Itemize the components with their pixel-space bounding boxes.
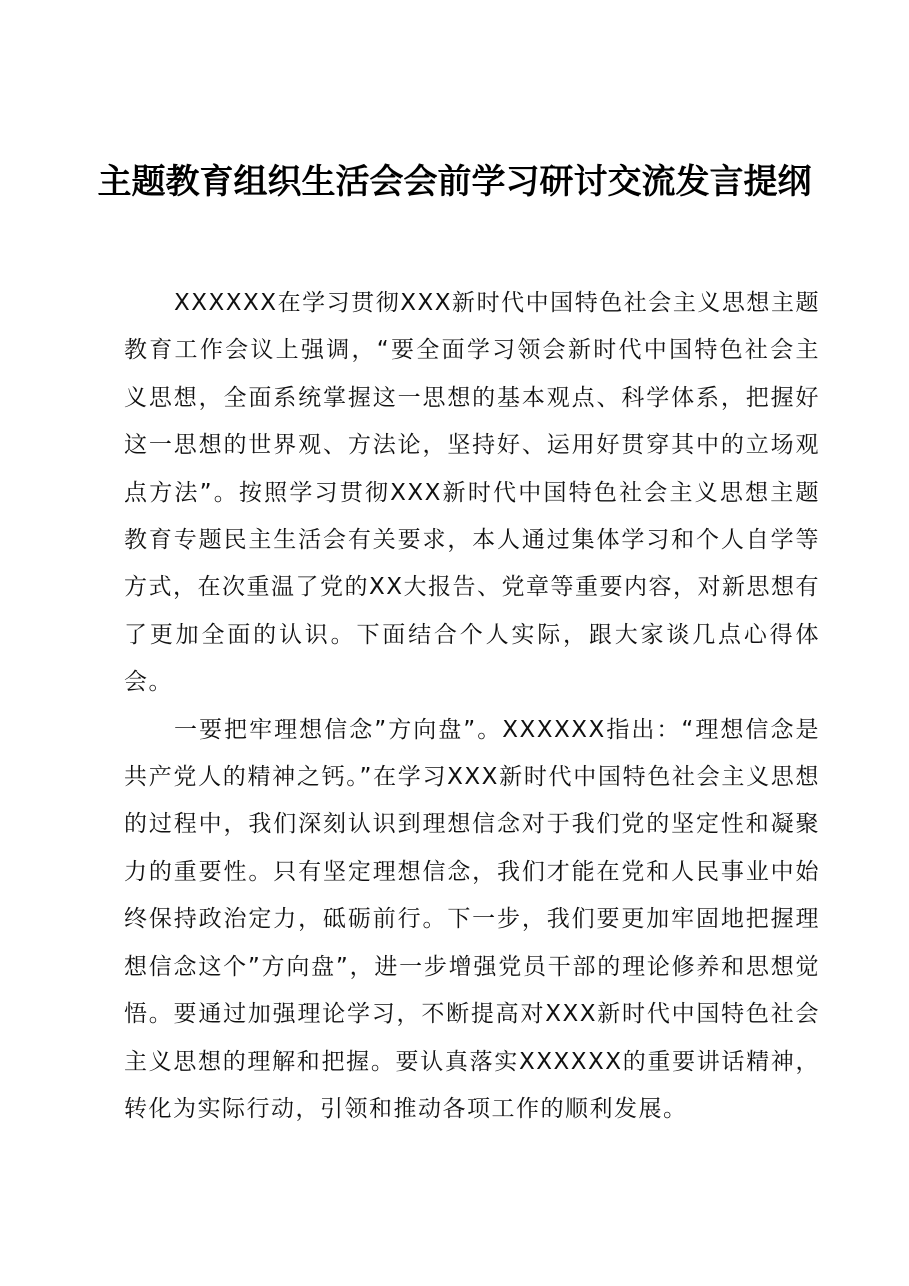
paragraph-point-one: 一要把牢理想信念”方向盘”。XXXXXX指出：“理想信念是共产党人的精神之钙。”在学习XXX新时代中国特色社会主义思想的过程中，我们深刻认识到理想信念对于我们党的坚定性和凝聚力的重要性。只有坚定理想信念，我们才能在党和人民事业中始终保持政治定力，砥砺前行。下一步，我们要更加牢固地把握理想信念这个”方向盘”，进一步增强党员干部的理论修养和思想觉悟。要通过加强理论学习，不断提高对XXX新时代中国特色社会主义思想的理解和把握。要认真落实XXXXXX的重要讲话精神，转化为实际行动，引领和推动各项工作的顺利发展。 xyxy=(124,716,820,1122)
document-body xyxy=(124,280,820,1133)
paragraph-intro: XXXXXX在学习贯彻XXX新时代中国特色社会主义思想主题教育工作会议上强调，“要全面学习领会新时代中国特色社会主义思想，全面系统掌握这一思想的基本观点、科学体系，把握好这一思想的世界观、方法论，坚持好、运用好贯穿其中的立场观点方法”。按照学习贯彻XXX新时代中国特色社会主义思想主题教育专题民主生活会有关要求，本人通过集体学习和个人自学等方式，在次重温了党的XX大报告、党章等重要内容，对新思想有了更加全面的认识。下面结合个人实际，跟大家谈几点心得体会。 xyxy=(124,290,821,696)
document-title: 主题教育组织生活会会前学习研讨交流发言提纲 xyxy=(97,162,812,202)
